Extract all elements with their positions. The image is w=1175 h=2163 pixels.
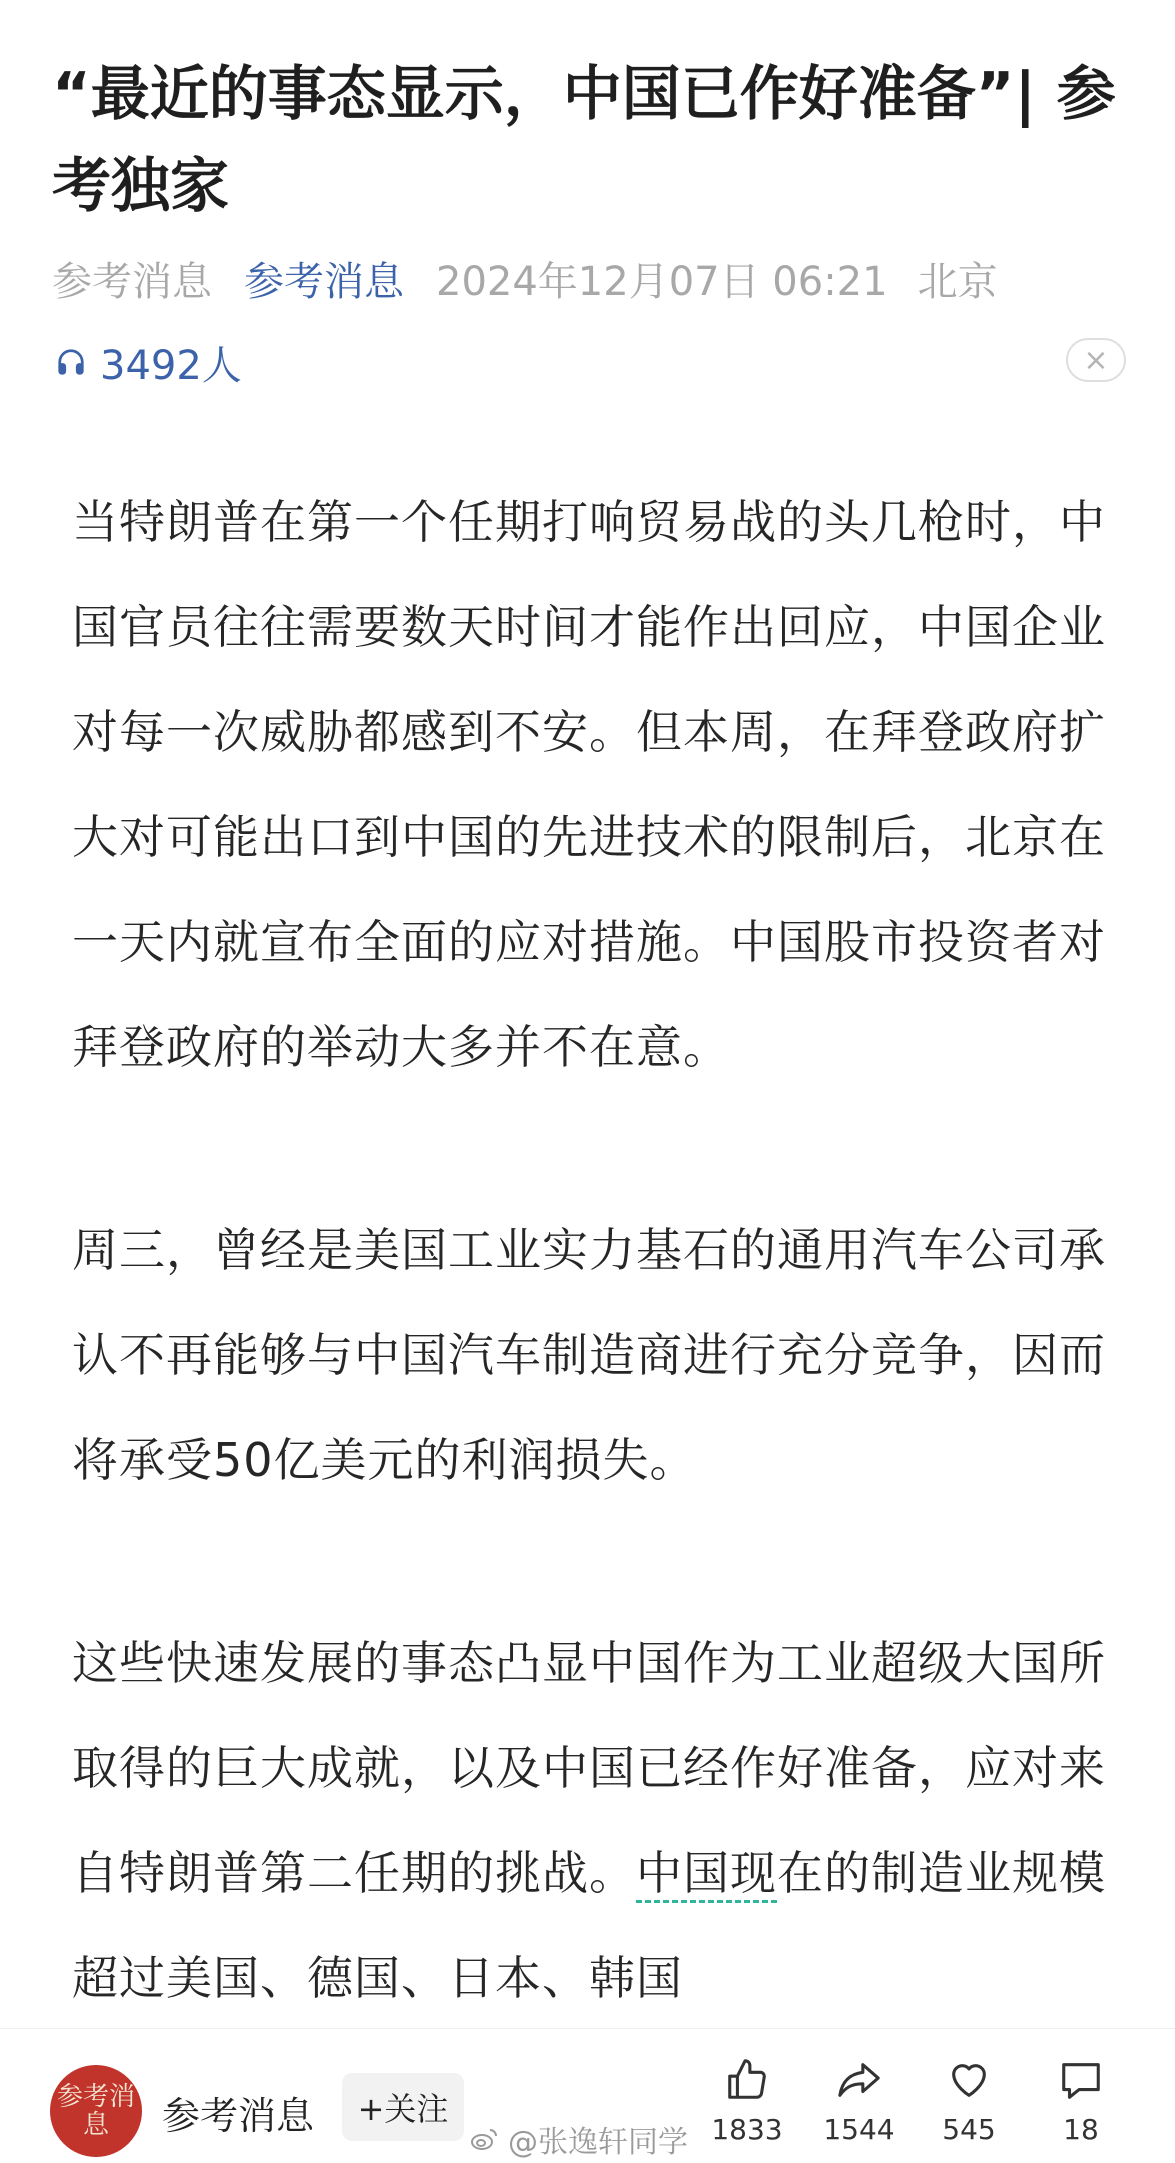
share-icon [836, 2057, 882, 2103]
weibo-icon [470, 2126, 500, 2152]
share-button[interactable] [814, 2057, 904, 2146]
follow-button[interactable]: +关注 [342, 2073, 464, 2141]
paragraph: 当特朗普在第一个任期打响贸易战的头几枪时，中国官员往往需要数天时间才能作出回应，中国企业对每一次威胁都感到不安。但本周，在拜登政府扩大对可能出口到中国的先进技术的限制后，北京在一天内就宣布全面的应对措施。中国股市投资者对拜登政府的举动大多并不在意。 [72, 495, 1106, 1074]
source-logo[interactable]: 参考消息 [50, 2065, 142, 2157]
listen-count: 3492人 [100, 342, 242, 389]
share-count: 1544 [823, 2113, 895, 2146]
close-button[interactable] [1066, 338, 1126, 382]
close-icon: × [1083, 342, 1109, 378]
watermark [470, 2117, 688, 2161]
listen-button[interactable] [56, 332, 242, 392]
article-meta [52, 248, 998, 308]
author-link[interactable]: 参考消息 [244, 258, 404, 305]
location: 北京 [917, 258, 998, 305]
favorite-button[interactable] [924, 2057, 1014, 2146]
like-count: 1833 [711, 2113, 783, 2146]
bottom-bar [0, 2028, 1175, 2163]
paragraph [72, 1611, 1112, 2031]
watermark-text: @张逸轩同学 [508, 2125, 688, 2160]
article-title: “最近的事态显示，中国已作好准备”| 参考独家 [52, 59, 1116, 220]
source-label: 参考消息 [52, 258, 212, 305]
favorite-count: 545 [942, 2113, 996, 2146]
paragraph: 周三，曾经是美国工业实力基石的通用汽车公司承认不再能够与中国汽车制造商进行充分竞争，因而将承受50亿美元的利润损失。 [72, 1223, 1106, 1487]
comment-count: 18 [1063, 2113, 1099, 2146]
thumbs-up-icon [724, 2057, 770, 2103]
comment-icon [1058, 2057, 1104, 2103]
headphones-icon [56, 347, 86, 377]
like-button[interactable] [702, 2057, 792, 2146]
publish-date: 2024年12月07日 06:21 [436, 258, 888, 305]
source-name[interactable]: 参考消息 [162, 2094, 315, 2138]
paragraph-text: 这些快速发展的事态凸显中国作为工业超级大国所取得的巨大成就，以及中国已经作好准备，应对来自特朗普第二任期的挑战。 [72, 1636, 1106, 1900]
highlighted-term[interactable]: 中国现 [636, 1846, 777, 1903]
heart-icon [946, 2057, 992, 2103]
comment-button[interactable] [1036, 2057, 1126, 2146]
paragraph-text: 在的制造业规模超过美国、德国、日本、韩国 [72, 1846, 1106, 2005]
article-body [72, 470, 1112, 2129]
